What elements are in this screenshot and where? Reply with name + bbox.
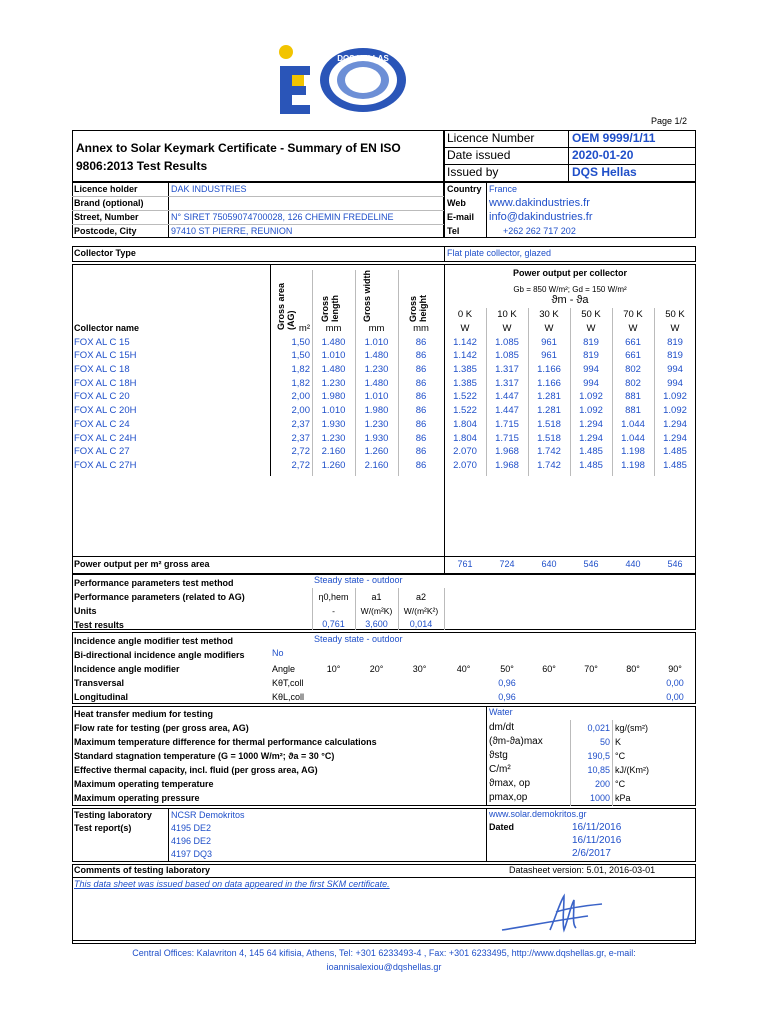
per-m2-values xyxy=(444,559,696,569)
collector-type-box xyxy=(72,246,696,262)
long-symbol: KθL,coll xyxy=(272,692,305,702)
comments-note: This data sheet was issued based on data appeared in the first SKM certificate. xyxy=(74,879,390,889)
stag-unit: °C xyxy=(615,751,626,761)
stag-value: 190,5 xyxy=(587,751,610,761)
table-row: FOX AL C 27H 2,72 1.260 2.160 86 2.070 1.968 1.742 1.485 1.198 1.485 xyxy=(74,459,687,471)
page-number: Page 1/2 xyxy=(651,116,688,126)
brand-label: Brand (optional) xyxy=(74,198,144,208)
iam-method-label: Incidence angle modifier test method xyxy=(74,636,234,646)
iam-trans-label: Transversal xyxy=(74,678,125,688)
comments-label: Comments of testing laboratory xyxy=(74,865,211,875)
cap-value: 10,85 xyxy=(587,765,610,775)
iam-row: 0,96 0,00 xyxy=(498,678,684,688)
date-2: 16/11/2016 xyxy=(572,835,622,846)
medium: Water xyxy=(489,707,513,717)
tel: +262 262 717 202 xyxy=(503,226,576,236)
page-title: Annex to Solar Keymark Certificate - Summary of EN ISO 9806:2013 Test Results xyxy=(76,141,401,173)
collector-type-label: Collector Type xyxy=(74,248,136,258)
unit-a2: W/(m²K²) xyxy=(403,606,439,616)
collector-table: 0 K 10 K 30 K 50 K 70 K 50 K m² mm mm mm W W W W W W FOX AL C 15 1,50 1.480 1.010 86 1.142 1.085 961 819 661 819 FOX AL C 15H 1,50 1.010 1.480 86 1.142 1.085 961 819 661 819 FOX AL C 18 1,82 1.480 1.230 86 1.385 1.317 1.166 994 802 994 FOX AL C 18H 1,82 1.230 1.480 86 1.385 1.317 1.166 994 802 994 FOX AL C 20 2,00 1.980 1.010 86 1.522 1.447 1.281 1.092 881 1.092 FOX AL C 20H 2,00 1.010 1.980 86 1.522 1.447 1.281 1.092 881 1.092 FOX AL C 24 2,37 1.930 1.230 86 1.804 1.715 1.518 1.294 1.044 1.294 FOX AL C 24H 2,37 1.230 1.930 86 1.804 1.715 1.518 1.294 1.044 1.294 FOX AL C 27 2,72 2.160 1.260 86 2.070 1.968 1.742 1.485 1.198 1.485 FOX AL C 27H 2,72 1.260 2.160 86 2.070 1.968 1.742 1.485 1.198 1.485 xyxy=(72,308,696,472)
table-row: FOX AL C 20H 2,00 1.010 1.980 86 1.522 1.447 1.281 1.092 881 1.092 xyxy=(74,405,687,417)
cap-label: Effective thermal capacity, incl. fluid (per gross area, AG) xyxy=(74,765,318,775)
iam-bidir-label: Bi-directional incidence angle modifiers xyxy=(74,650,245,660)
flow-label: Flow rate for testing (per gross area, AG) xyxy=(74,723,249,733)
param-eta0: η0,hem xyxy=(318,592,349,602)
table-row: FOX AL C 15 1,50 1.480 1.010 86 1.142 1.085 961 819 661 819 xyxy=(74,336,683,348)
stag-label: Standard stagnation temperature (G = 1000 W/m²; ϑa = 30 °C) xyxy=(74,751,335,761)
per-m2-value: 546 xyxy=(583,559,599,569)
licence-number-label: Licence Number xyxy=(447,131,535,145)
per-m2-value: 640 xyxy=(541,559,557,569)
footer-line2: ioannisalexiou@dqshellas.gr xyxy=(326,962,442,972)
angle-label: Angle xyxy=(272,664,296,674)
maxdiff-unit: K xyxy=(615,737,622,747)
result-eta0: 0,761 xyxy=(322,619,345,629)
iam-row: 10° 20° 30° 40° 50° 60° 70° 80° 90° xyxy=(326,664,682,674)
table-row: FOX AL C 15H 1,50 1.010 1.480 86 1.142 1.085 961 819 661 819 xyxy=(74,350,683,362)
issued-by: DQS Hellas xyxy=(572,165,637,179)
iam-label: Incidence angle modifier xyxy=(74,664,180,674)
maxpress-symbol: pmax,op xyxy=(489,792,528,803)
collector-name-label: Collector name xyxy=(74,323,140,333)
street: N° SIRET 75059074700028, 126 CHEMIN FREDELINE xyxy=(171,212,394,222)
iam-bidir: No xyxy=(272,648,284,658)
delta-temperature-label: ϑm - ϑa xyxy=(551,294,589,306)
unit-a1: W/(m²K) xyxy=(360,606,393,616)
maxdiff-symbol: (ϑm-ϑa)max xyxy=(489,736,543,747)
header-gross-area: Gross area (AG) xyxy=(276,282,296,330)
date-issued: 2020-01-20 xyxy=(572,148,634,162)
dqs-hellas-logo xyxy=(318,46,408,114)
iam-method: Steady state - outdoor xyxy=(314,634,403,644)
lab-name: NCSR Demokritos xyxy=(171,810,245,820)
table-row: FOX AL C 18H 1,82 1.230 1.480 86 1.385 1.317 1.166 994 802 994 xyxy=(74,377,683,389)
web-label: Web xyxy=(447,198,466,208)
param-a2: a2 xyxy=(415,592,426,602)
per-m2-value: 724 xyxy=(499,559,515,569)
tel-label: Tel xyxy=(447,226,460,236)
cap-symbol: C/m² xyxy=(489,764,511,775)
maxpress-unit: kPa xyxy=(615,793,631,803)
report-3: 4197 DQ3 xyxy=(171,849,213,859)
param-a1: a1 xyxy=(371,592,382,602)
power-output-title: Power output per collector xyxy=(512,268,627,278)
footer xyxy=(72,946,696,974)
report-1: 4195 DE2 xyxy=(171,823,212,833)
iam-long-label: Longitudinal xyxy=(74,692,128,702)
logo-e xyxy=(272,44,312,116)
licence-holder-label: Licence holder xyxy=(74,184,138,194)
maxdiff-label: Maximum temperature difference for thermal performance calculations xyxy=(74,737,377,747)
stag-symbol: ϑstg xyxy=(489,750,508,761)
country: France xyxy=(489,184,518,194)
table-row: FOX AL C 24H 2,37 1.230 1.930 86 1.804 1.715 1.518 1.294 1.044 1.294 xyxy=(74,432,687,444)
maxpress-label: Maximum operating pressure xyxy=(74,793,200,803)
licence-holder: DAK INDUSTRIES xyxy=(171,184,247,194)
datasheet-version: Datasheet version: 5.01, 2016-03-01 xyxy=(509,865,656,875)
flow-unit: kg/(sm²) xyxy=(615,723,648,733)
maxpress-value: 1000 xyxy=(589,793,610,803)
licence-number: OEM 9999/1/11 xyxy=(572,131,656,145)
dated-label: Dated xyxy=(489,822,515,832)
perf-related-label: Performance parameters (related to AG) xyxy=(74,592,245,602)
footer-line1: Central Offices: Kalavriton 4, 145 64 kifisia, Athens, Tel: +301 6233493-4 , Fax: +301 6233495, http://www.dqshellas.gr, e-mail: xyxy=(132,948,636,958)
web: www.dakindustries.fr xyxy=(489,197,590,209)
per-m2-label: Power output per m² gross area xyxy=(74,559,210,569)
country-label: Country xyxy=(447,184,482,194)
cap-unit: kJ/(Km²) xyxy=(615,765,649,775)
email-label: E-mail xyxy=(447,212,475,222)
maxtemp-label: Maximum operating temperature xyxy=(74,779,214,789)
medium-label: Heat transfer medium for testing xyxy=(74,709,214,719)
flow-value: 0,021 xyxy=(587,723,610,733)
reports-label: Test report(s) xyxy=(74,823,132,833)
header-gross-height: Gross height xyxy=(408,295,428,322)
street-label: Street, Number xyxy=(74,212,139,222)
table-row: FOX AL C 20 2,00 1.980 1.010 86 1.522 1.447 1.281 1.092 881 1.092 xyxy=(74,391,687,403)
lab-label: Testing laboratory xyxy=(74,810,152,820)
per-m2-value: 546 xyxy=(667,559,683,569)
postcode: 97410 ST PIERRE, REUNION xyxy=(171,226,293,236)
trans-symbol: KθT,coll xyxy=(272,678,304,688)
date-1: 16/11/2016 xyxy=(572,822,622,833)
result-a1: 3,600 xyxy=(365,619,388,629)
maxtemp-symbol: ϑmax, op xyxy=(489,778,531,789)
iam-row: 0,96 0,00 xyxy=(498,692,684,702)
table-row: FOX AL C 27 2,72 2.160 1.260 86 2.070 1.968 1.742 1.485 1.198 1.485 xyxy=(74,446,687,458)
header-gross-width: Gross width xyxy=(362,269,372,322)
signature xyxy=(498,890,618,938)
issued-by-label: Issued by xyxy=(447,165,499,179)
perf-method-label: Performance parameters test method xyxy=(74,578,234,588)
date-3: 2/6/2017 xyxy=(572,848,611,859)
email: info@dakindustries.fr xyxy=(489,211,593,223)
perf-results-label: Test results xyxy=(74,620,124,630)
result-a2: 0,014 xyxy=(409,619,433,629)
date-issued-label: Date issued xyxy=(447,148,511,162)
report-2: 4196 DE2 xyxy=(171,836,212,846)
lab-web[interactable]: www.solar.demokritos.gr xyxy=(489,809,587,819)
collector-type: Flat plate collector, glazed xyxy=(447,248,552,258)
per-m2-value: 440 xyxy=(625,559,641,569)
maxtemp-value: 200 xyxy=(594,779,610,789)
per-m2-value: 761 xyxy=(457,559,473,569)
perf-method: Steady state - outdoor xyxy=(314,575,403,585)
postcode-label: Postcode, City xyxy=(74,226,137,236)
unit-eta0: - xyxy=(332,606,335,616)
iam-grid xyxy=(312,662,696,704)
brand xyxy=(171,196,394,210)
table-row: FOX AL C 18 1,82 1.480 1.230 86 1.385 1.317 1.166 994 802 994 xyxy=(74,364,683,376)
power-conditions: Gb = 850 W/m²; Gd = 150 W/m² xyxy=(513,285,627,294)
table-row: FOX AL C 24 2,37 1.930 1.230 86 1.804 1.715 1.518 1.294 1.044 1.294 xyxy=(74,418,687,430)
maxtemp-unit: °C xyxy=(615,779,626,789)
perf-units-label: Units xyxy=(74,606,97,616)
flow-symbol: dm/dt xyxy=(489,722,515,733)
header-gross-length: Gross length xyxy=(320,295,340,322)
maxdiff-value: 50 xyxy=(599,737,610,747)
svg-text:DQS HELLAS: DQS HELLAS xyxy=(337,54,389,63)
